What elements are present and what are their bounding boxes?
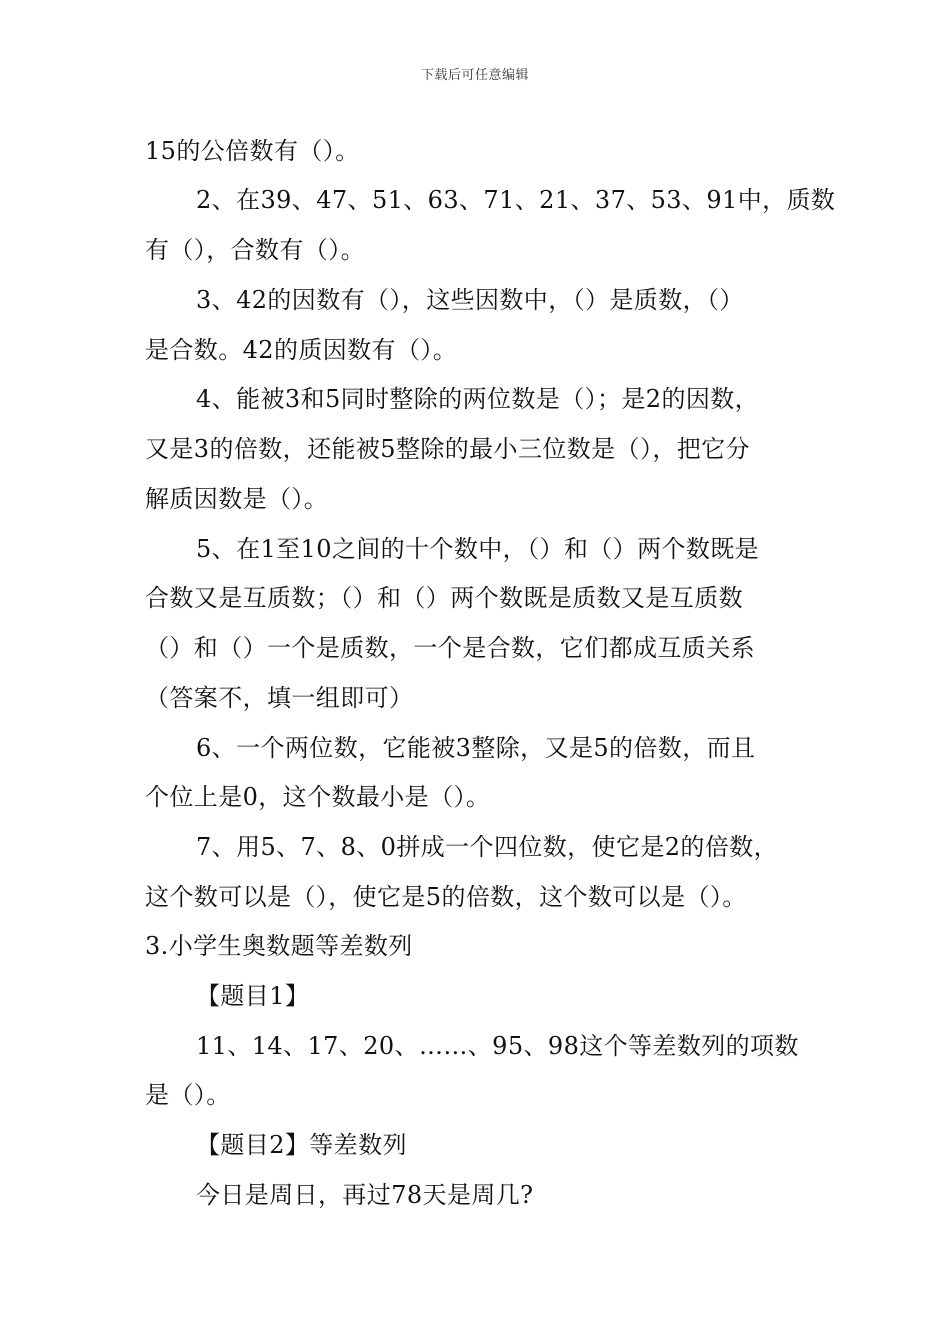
text-line: 7、用5、7、8、0拼成一个四位数，使它是2的倍数， bbox=[196, 833, 779, 861]
text-line: 5、在1至10之间的十个数中，（）和（）两个数既是 bbox=[196, 535, 760, 563]
question-title: 【题目1】 bbox=[196, 982, 310, 1010]
text-line: 解质因数是（）。 bbox=[145, 485, 329, 513]
text-line: 6、一个两位数，它能被3整除，又是5的倍数，而且 bbox=[196, 734, 756, 762]
text-line: 2、在39、47、51、63、71、21、37、53、91中，质数 bbox=[196, 186, 836, 214]
text-line: 11、14、17、20、……、95、98这个等差数列的项数 bbox=[196, 1032, 799, 1060]
text-line: 15的公倍数有（）。 bbox=[145, 137, 360, 165]
text-line: （）和（）一个是质数，一个是合数，它们都成互质关系 bbox=[145, 634, 755, 662]
text-line: 4、能被3和5同时整除的两位数是（）；是2的因数， bbox=[196, 385, 760, 413]
text-line: 个位上是0，这个数最小是（）。 bbox=[145, 783, 491, 811]
question-title: 【题目2】等差数列 bbox=[196, 1131, 407, 1159]
text-line: 是（）。 bbox=[145, 1081, 231, 1109]
text-line: 这个数可以是（），使它是5的倍数，这个数可以是（）。 bbox=[145, 883, 747, 911]
text-line: 是合数。42的质因数有（）。 bbox=[145, 336, 458, 364]
section-heading: 3.小学生奥数题等差数列 bbox=[145, 932, 413, 960]
text-line: 有（），合数有（）。 bbox=[145, 236, 365, 264]
text-line: 3、42的因数有（），这些因数中，（）是质数，（） bbox=[196, 286, 744, 314]
page-header: 下载后可任意编辑 bbox=[420, 68, 529, 83]
text-line: 又是3的倍数，还能被5整除的最小三位数是（），把它分 bbox=[145, 435, 750, 463]
text-line: 今日是周日，再过78天是周几? bbox=[196, 1181, 534, 1209]
text-line: （答案不，填一组即可） bbox=[145, 684, 414, 712]
text-line: 合数又是互质数；（）和（）两个数既是质数又是互质数 bbox=[145, 584, 743, 612]
